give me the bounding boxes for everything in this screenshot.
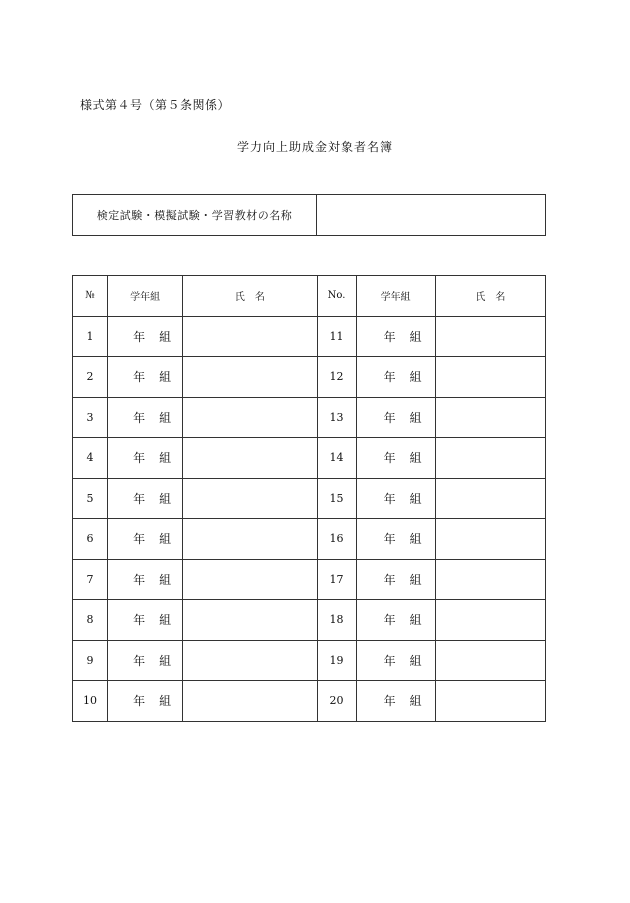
class-label: 組 [409,410,422,425]
row-number-right: 12 [317,357,356,398]
grade-class-field-right[interactable] [356,519,435,560]
student-name-field-left[interactable] [183,519,317,560]
header-grade-left: 学年組 [108,276,183,317]
row-number-left: 10 [73,681,108,722]
year-label: 年 [133,532,146,547]
row-number-right: 17 [317,559,356,600]
grade-class-field-right[interactable] [356,316,435,357]
student-name-field-right[interactable] [435,600,545,641]
year-label: 年 [383,572,396,587]
year-label: 年 [133,410,146,425]
student-name-field-right[interactable] [435,316,545,357]
class-label: 組 [409,653,422,668]
class-label: 組 [409,694,422,709]
grade-class-field-left[interactable] [108,559,183,600]
grade-class-field-left[interactable] [108,640,183,681]
year-label: 年 [383,532,396,547]
class-label: 組 [409,370,422,385]
table-row [73,681,546,722]
year-label: 年 [383,491,396,506]
student-name-field-right[interactable] [435,640,545,681]
student-name-field-left[interactable] [183,681,317,722]
year-label: 年 [133,491,146,506]
class-label: 組 [159,613,172,628]
row-number-left: 1 [73,316,108,357]
row-number-right: 13 [317,397,356,438]
header-name-right: 氏 名 [435,276,545,317]
header-no-right: No. [317,276,356,317]
student-name-field-right[interactable] [435,438,545,479]
class-label: 組 [409,613,422,628]
grade-class-field-left[interactable] [108,681,183,722]
year-label: 年 [133,694,146,709]
exam-name-field[interactable] [317,195,546,236]
row-number-left: 9 [73,640,108,681]
year-label: 年 [133,451,146,466]
grade-class-field-left[interactable] [108,316,183,357]
row-number-right: 11 [317,316,356,357]
grade-class-field-right[interactable] [356,600,435,641]
student-name-field-left[interactable] [183,438,317,479]
student-name-field-left[interactable] [183,316,317,357]
class-label: 組 [159,491,172,506]
grade-class-field-right[interactable] [356,681,435,722]
student-name-field-left[interactable] [183,397,317,438]
row-number-left: 4 [73,438,108,479]
year-label: 年 [133,653,146,668]
table-row [73,478,546,519]
row-number-left: 2 [73,357,108,398]
student-name-field-right[interactable] [435,397,545,438]
class-label: 組 [159,370,172,385]
row-number-left: 3 [73,397,108,438]
year-label: 年 [383,653,396,668]
class-label: 組 [159,572,172,587]
class-label: 組 [409,451,422,466]
year-label: 年 [133,370,146,385]
student-name-field-right[interactable] [435,519,545,560]
class-label: 組 [159,653,172,668]
class-label: 組 [159,410,172,425]
table-row [73,438,546,479]
roster-header-row [73,276,546,317]
grade-class-field-left[interactable] [108,600,183,641]
row-number-left: 7 [73,559,108,600]
header-name-left: 氏 名 [183,276,317,317]
grade-class-field-left[interactable] [108,438,183,479]
exam-name-label: 検定試験・模擬試験・学習教材の名称 [73,195,317,236]
row-number-left: 6 [73,519,108,560]
form-number: 様式第４号（第５条関係） [80,98,231,112]
grade-class-field-right[interactable] [356,397,435,438]
row-number-right: 18 [317,600,356,641]
grade-class-field-right[interactable] [356,478,435,519]
grade-class-field-right[interactable] [356,357,435,398]
exam-name-table [72,194,546,236]
student-name-field-left[interactable] [183,640,317,681]
year-label: 年 [133,613,146,628]
table-row [73,316,546,357]
row-number-right: 20 [317,681,356,722]
student-name-field-left[interactable] [183,478,317,519]
year-label: 年 [383,451,396,466]
table-row [73,640,546,681]
student-name-field-left[interactable] [183,600,317,641]
row-number-right: 14 [317,438,356,479]
class-label: 組 [409,572,422,587]
grade-class-field-left[interactable] [108,357,183,398]
year-label: 年 [383,329,396,344]
student-name-field-right[interactable] [435,478,545,519]
student-name-field-right[interactable] [435,357,545,398]
class-label: 組 [409,329,422,344]
year-label: 年 [133,329,146,344]
row-number-right: 15 [317,478,356,519]
row-number-left: 8 [73,600,108,641]
grade-class-field-right[interactable] [356,559,435,600]
year-label: 年 [383,370,396,385]
year-label: 年 [383,410,396,425]
row-number-right: 19 [317,640,356,681]
grade-class-field-left[interactable] [108,519,183,560]
document-title: 学力向上助成金対象者名簿 [236,140,393,154]
class-label: 組 [159,694,172,709]
grade-class-field-left[interactable] [108,397,183,438]
class-label: 組 [409,532,422,547]
class-label: 組 [159,329,172,344]
table-row [73,397,546,438]
year-label: 年 [383,694,396,709]
header-grade-right: 学年組 [356,276,435,317]
student-name-field-right[interactable] [435,681,545,722]
student-name-field-left[interactable] [183,357,317,398]
student-name-field-right[interactable] [435,559,545,600]
row-number-left: 5 [73,478,108,519]
year-label: 年 [383,613,396,628]
roster-table [72,275,546,722]
table-row [73,357,546,398]
class-label: 組 [159,532,172,547]
grade-class-field-right[interactable] [356,640,435,681]
class-label: 組 [409,491,422,506]
table-row [73,600,546,641]
table-row [73,519,546,560]
header-no-left: № [73,276,108,317]
student-name-field-left[interactable] [183,559,317,600]
table-row [73,559,546,600]
exam-name-row [73,195,546,236]
year-label: 年 [133,572,146,587]
grade-class-field-left[interactable] [108,478,183,519]
roster-body [73,316,546,721]
row-number-right: 16 [317,519,356,560]
grade-class-field-right[interactable] [356,438,435,479]
class-label: 組 [159,451,172,466]
